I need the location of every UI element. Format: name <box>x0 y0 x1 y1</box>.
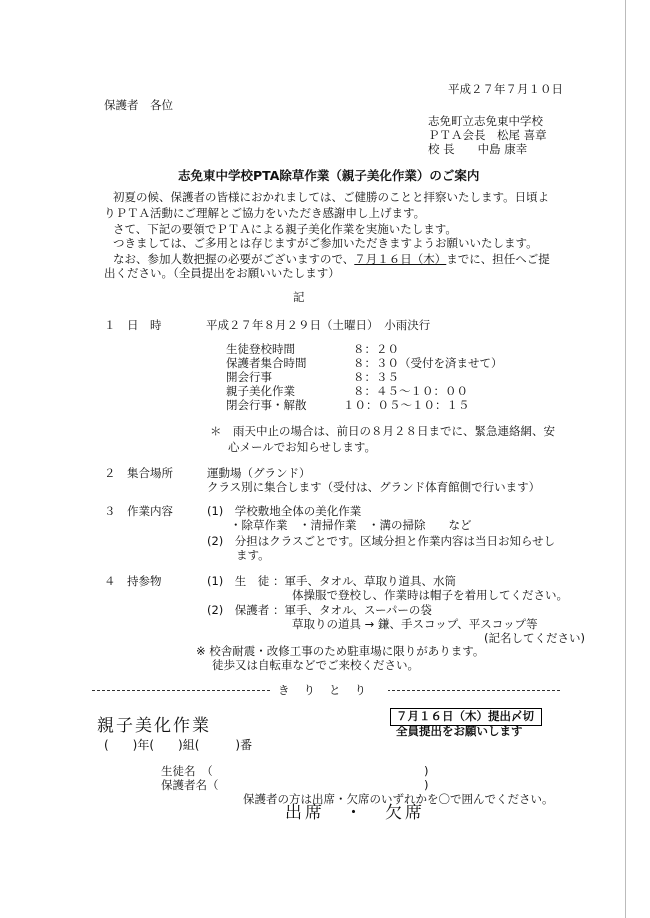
cut-label: きりとり <box>270 682 388 698</box>
intro-line: りＰＴＡ活動にご理解とご協力をいただき感謝申し上げます。 <box>104 206 426 220</box>
section-4-label: ４ 持参物 <box>104 574 162 588</box>
principal: 校 長 中島 康幸 <box>428 142 528 156</box>
belongings-note: (記名してください) <box>484 631 585 645</box>
belongings-item: 体操服で登校し、作業時は帽子を着用してください。 <box>292 588 568 602</box>
work-item: ・除草作業 ・清掃作業 ・溝の掃除 など <box>230 518 472 532</box>
response-deadline: ７月１６日（木） <box>354 252 447 266</box>
work-item: (1) 学校敷地全体の美化作業 <box>207 504 362 518</box>
pta-president: ＰＴＡ会長 松尾 喜章 <box>428 128 547 142</box>
class-number-field[interactable]: ( )年( )組( )番 <box>104 738 253 752</box>
meeting-note: クラス別に集合します（受付は、グランド体育館側で行います） <box>207 480 541 494</box>
belongings-item: (2) 保護者 ：軍手、タオル、スーパーの袋 <box>207 603 432 617</box>
belongings-item: (1) 生 徒 ：軍手、タオル、草取り道具、水筒 <box>207 574 457 588</box>
rain-note: 心メールでお知らせします。 <box>228 440 377 454</box>
parent-name-label: 保護者名（ <box>161 778 219 792</box>
document-date: 平成２７年７月１０日 <box>448 82 563 96</box>
parent-name-close: ) <box>424 778 429 792</box>
recipient: 保護者 各位 <box>104 98 173 112</box>
slip-all-submit: 全員提出をお願いします <box>396 724 523 738</box>
schedule-time: ８：３５ <box>353 370 399 384</box>
section-1-label: １ 日 時 <box>104 318 162 332</box>
schedule-item: 閉会行事・解散 <box>226 398 307 412</box>
scan-edge <box>625 0 626 918</box>
slip-title: 親子美化作業 <box>97 716 211 736</box>
schedule-item: 開会行事 <box>226 370 272 384</box>
schedule-item: 親子美化作業 <box>226 384 295 398</box>
section-2-label: ２ 集合場所 <box>104 466 173 480</box>
student-name-label: 生徒名 （ <box>161 764 213 778</box>
intro-text: なお、参加人数把握の必要がございますので、 <box>113 252 355 266</box>
ki-heading: 記 <box>293 290 305 304</box>
parking-note: 徒歩又は自転車などでご来校ください。 <box>212 658 419 672</box>
intro-line: 出ください。（全員提出をお願いいたします） <box>104 266 340 280</box>
schedule-time: ８：２０ <box>353 342 399 356</box>
intro-line: 初夏の候、保護者の皆様におかれましては、ご健勝のことと拝察いたします。日頃よ <box>113 190 550 204</box>
intro-text: までに、担任へご提 <box>446 252 550 266</box>
intro-line <box>113 252 550 266</box>
work-item: ます。 <box>236 548 270 562</box>
student-name-close: ) <box>424 764 429 778</box>
section-3-label: ３ 作業内容 <box>104 504 173 518</box>
schedule-item: 保護者集合時間 <box>226 356 307 370</box>
work-item: (2) 分担はクラスごとです。区域分担と作業内容は当日お知らせし <box>207 534 556 548</box>
schedule-time: ８：３０（受付を済ませて） <box>353 356 503 370</box>
intro-line: さて、下記の要領でＰＴＡによる親子美化作業を実施いたします。 <box>113 222 457 236</box>
event-date: 平成２７年８月２９日（土曜日） 小雨決行 <box>206 318 431 332</box>
intro-line: つきましては、ご多用とは存じますがご参加いただきますようお願いいたします。 <box>113 236 538 250</box>
schedule-time: １０：０５～１０：１５ <box>343 398 470 412</box>
attendance-instruction: 保護者の方は出席・欠席のいずれかを〇で囲んでください。 <box>243 792 554 806</box>
document-title: 志免東中学校PTA除草作業（親子美化作業）のご案内 <box>178 168 480 183</box>
rain-note: ＊ 雨天中止の場合は、前日の８月２８日までに、緊急連絡網、安 <box>210 424 555 438</box>
parking-note: ※ 校舎耐震・改修工事のため駐車場に限りがあります。 <box>196 644 485 658</box>
belongings-item: 草取りの道具 → 鎌、手スコップ、平スコップ等 <box>292 617 538 631</box>
slip-deadline: ７月１６日（木）提出〆切 <box>396 709 534 723</box>
meeting-place: 運動場（グランド） <box>207 466 311 480</box>
schedule-time: ８：４５～１０：００ <box>353 384 468 398</box>
attendance-choice[interactable]: 出席 ・ 欠席 <box>285 803 425 823</box>
school-name: 志免町立志免東中学校 <box>428 114 543 128</box>
schedule-item: 生徒登校時間 <box>226 342 295 356</box>
